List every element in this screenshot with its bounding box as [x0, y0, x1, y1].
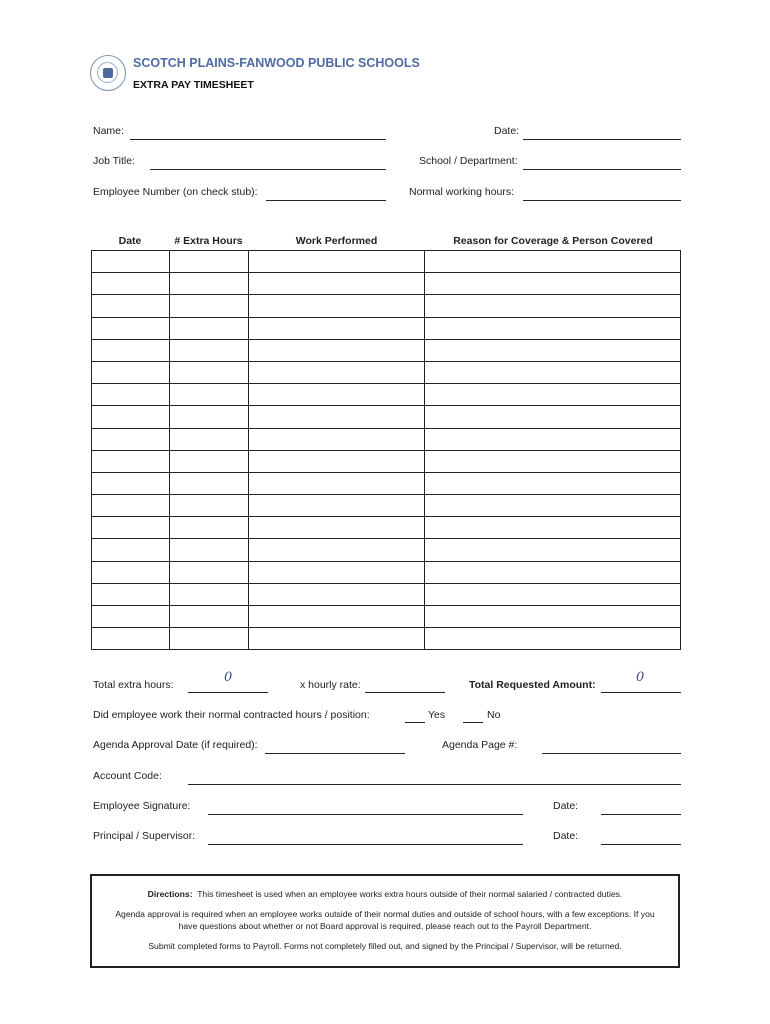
date-cell[interactable] — [92, 406, 170, 428]
directions-text-1: This timesheet is used when an employee works extra hours outside of their normal salaried / contracted duties. — [197, 889, 623, 899]
work-performed-cell[interactable] — [248, 384, 425, 406]
date-cell[interactable] — [92, 495, 170, 517]
date-cell[interactable] — [92, 339, 170, 361]
employee-signature-field[interactable] — [208, 814, 523, 815]
column-header-date: Date — [118, 235, 142, 247]
timesheet-table — [91, 250, 681, 650]
reason-cell[interactable] — [425, 495, 681, 517]
table-row — [92, 606, 681, 628]
directions-line-2: Agenda approval is required when an employee works outside of their normal duties and outside of school hours, with a few exceptions. If you have questions about whether or not Board approval is required, please reach out to the Payroll Department. — [115, 909, 655, 931]
extra-hours-cell[interactable] — [169, 472, 248, 494]
date-cell[interactable] — [92, 295, 170, 317]
employee-signature-date-field[interactable] — [601, 814, 681, 815]
table-row — [92, 561, 681, 583]
work-performed-cell[interactable] — [248, 606, 425, 628]
date-cell[interactable] — [92, 606, 170, 628]
work-performed-cell[interactable] — [248, 561, 425, 583]
date-cell[interactable] — [92, 317, 170, 339]
column-header-extra-hours: # Extra Hours — [174, 235, 243, 247]
table-row — [92, 472, 681, 494]
account-code-field[interactable] — [188, 784, 681, 785]
extra-hours-cell[interactable] — [169, 428, 248, 450]
reason-cell[interactable] — [425, 406, 681, 428]
work-performed-cell[interactable] — [248, 517, 425, 539]
table-row — [92, 450, 681, 472]
date-cell[interactable] — [92, 561, 170, 583]
extra-hours-cell[interactable] — [169, 339, 248, 361]
reason-cell[interactable] — [425, 273, 681, 295]
agenda-date-field[interactable] — [265, 753, 405, 754]
extra-hours-cell[interactable] — [169, 561, 248, 583]
extra-hours-cell[interactable] — [169, 606, 248, 628]
date-cell[interactable] — [92, 539, 170, 561]
table-row — [92, 273, 681, 295]
reason-cell[interactable] — [425, 251, 681, 273]
table-row — [92, 339, 681, 361]
reason-cell[interactable] — [425, 583, 681, 605]
directions-box — [90, 874, 680, 968]
date-cell[interactable] — [92, 273, 170, 295]
reason-cell[interactable] — [425, 472, 681, 494]
employee-signature-label: Employee Signature: — [93, 800, 191, 812]
table-row — [92, 517, 681, 539]
extra-hours-cell[interactable] — [169, 495, 248, 517]
reason-cell[interactable] — [425, 539, 681, 561]
work-performed-cell[interactable] — [248, 539, 425, 561]
reason-cell[interactable] — [425, 317, 681, 339]
agenda-page-field[interactable] — [542, 753, 681, 754]
reason-cell[interactable] — [425, 517, 681, 539]
account-code-label: Account Code: — [93, 770, 162, 782]
job-title-label: Job Title: — [93, 155, 136, 167]
employee-signature-date-label: Date: — [553, 800, 579, 812]
yes-label: Yes — [428, 709, 446, 721]
employee-number-label: Employee Number (on check stub): — [93, 186, 258, 198]
reason-cell[interactable] — [425, 606, 681, 628]
hourly-rate-field[interactable] — [365, 692, 445, 693]
job-title-field[interactable] — [150, 169, 386, 170]
work-performed-cell[interactable] — [248, 628, 425, 650]
table-row — [92, 251, 681, 273]
total-extra-hours-value: 0 — [224, 670, 233, 685]
work-performed-cell[interactable] — [248, 317, 425, 339]
directions-heading: Directions: — [147, 889, 193, 899]
table-row — [92, 628, 681, 650]
work-performed-cell[interactable] — [248, 583, 425, 605]
extra-hours-cell[interactable] — [169, 539, 248, 561]
work-performed-cell[interactable] — [248, 495, 425, 517]
name-field[interactable] — [130, 139, 386, 140]
extra-hours-cell[interactable] — [169, 361, 248, 383]
date-cell[interactable] — [92, 583, 170, 605]
name-label: Name: — [93, 125, 124, 137]
column-header-reason: Reason for Coverage & Person Covered — [453, 235, 653, 247]
agenda-page-label: Agenda Page #: — [442, 739, 518, 751]
extra-hours-cell[interactable] — [169, 317, 248, 339]
directions-line-1 — [106, 888, 664, 900]
total-requested-value: 0 — [636, 670, 645, 685]
table-row — [92, 384, 681, 406]
table-row — [92, 295, 681, 317]
reason-cell[interactable] — [425, 450, 681, 472]
principal-date-label: Date: — [553, 830, 579, 842]
reason-cell[interactable] — [425, 561, 681, 583]
table-row — [92, 495, 681, 517]
table-row — [92, 583, 681, 605]
directions-line-3: Submit completed forms to Payroll. Forms not completely filled out, and signed by the Principal / Supervisor, will be returned. — [148, 941, 622, 951]
extra-hours-cell[interactable] — [169, 583, 248, 605]
principal-date-field[interactable] — [601, 844, 681, 845]
table-row — [92, 406, 681, 428]
date-cell[interactable] — [92, 251, 170, 273]
date-cell[interactable] — [92, 517, 170, 539]
table-row — [92, 428, 681, 450]
agenda-date-label: Agenda Approval Date (if required): — [93, 739, 258, 751]
school-department-field[interactable] — [523, 169, 681, 170]
date-field[interactable] — [523, 139, 681, 140]
table-row — [92, 539, 681, 561]
work-performed-cell[interactable] — [248, 450, 425, 472]
worked-normal-hours-label: Did employee work their normal contracted hours / position: — [93, 709, 370, 721]
work-performed-cell[interactable] — [248, 295, 425, 317]
hourly-rate-label: x hourly rate: — [300, 679, 361, 691]
yes-checkline[interactable] — [405, 722, 425, 723]
district-seal-icon — [90, 55, 126, 91]
reason-cell[interactable] — [425, 384, 681, 406]
work-performed-cell[interactable] — [248, 251, 425, 273]
extra-hours-cell[interactable] — [169, 450, 248, 472]
principal-supervisor-field[interactable] — [208, 844, 523, 845]
work-performed-cell[interactable] — [248, 339, 425, 361]
reason-cell[interactable] — [425, 295, 681, 317]
extra-hours-cell[interactable] — [169, 251, 248, 273]
column-header-work-performed: Work Performed — [295, 235, 378, 247]
total-extra-hours-label: Total extra hours: — [93, 679, 174, 691]
normal-hours-field[interactable] — [523, 200, 681, 201]
date-cell[interactable] — [92, 628, 170, 650]
no-label: No — [487, 709, 501, 721]
work-performed-cell[interactable] — [248, 361, 425, 383]
table-row — [92, 317, 681, 339]
date-cell[interactable] — [92, 472, 170, 494]
school-name: SCOTCH PLAINS-FANWOOD PUBLIC SCHOOLS — [133, 56, 420, 70]
extra-hours-cell[interactable] — [169, 384, 248, 406]
reason-cell[interactable] — [425, 428, 681, 450]
work-performed-cell[interactable] — [248, 273, 425, 295]
reason-cell[interactable] — [425, 628, 681, 650]
date-cell[interactable] — [92, 361, 170, 383]
principal-supervisor-label: Principal / Supervisor: — [93, 830, 196, 842]
date-label: Date: — [494, 125, 520, 137]
extra-hours-cell[interactable] — [169, 517, 248, 539]
normal-hours-label: Normal working hours: — [409, 186, 515, 198]
date-cell[interactable] — [92, 428, 170, 450]
employee-number-field[interactable] — [266, 200, 386, 201]
date-cell[interactable] — [92, 450, 170, 472]
reason-cell[interactable] — [425, 361, 681, 383]
work-performed-cell[interactable] — [248, 472, 425, 494]
date-cell[interactable] — [92, 384, 170, 406]
reason-cell[interactable] — [425, 339, 681, 361]
work-performed-cell[interactable] — [248, 406, 425, 428]
extra-hours-cell[interactable] — [169, 273, 248, 295]
work-performed-cell[interactable] — [248, 428, 425, 450]
no-checkline[interactable] — [463, 722, 483, 723]
total-requested-field[interactable] — [601, 692, 681, 693]
total-extra-hours-field[interactable] — [188, 692, 268, 693]
form-title: EXTRA PAY TIMESHEET — [133, 79, 254, 91]
extra-hours-cell[interactable] — [169, 295, 248, 317]
extra-hours-cell[interactable] — [169, 406, 248, 428]
school-department-label: School / Department: — [419, 155, 518, 167]
total-requested-label: Total Requested Amount: — [469, 679, 596, 691]
extra-hours-cell[interactable] — [169, 628, 248, 650]
table-row — [92, 361, 681, 383]
